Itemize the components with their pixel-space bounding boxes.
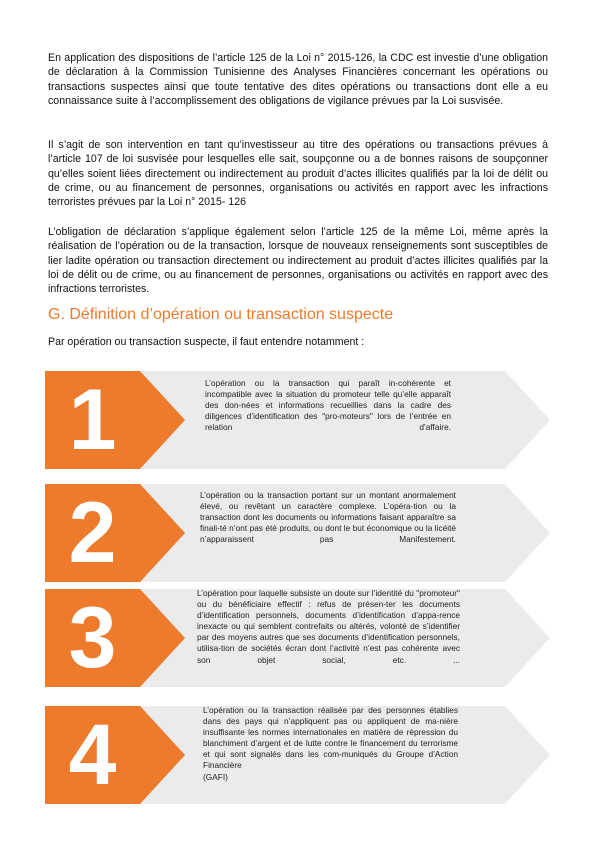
list-item	[45, 371, 550, 469]
list-item	[45, 706, 550, 804]
item-text-body: L’opération ou la transaction réalisée par des personnes établies dans des pays qui n’appliquent pas ou appliquent de ma-nière insuffisante les normes internationales en matière de répression du blanchiment d’argent et de lutte contre le financement du terrorisme et qui sont signalés dans les com-muniqués du Groupe d’Action Financière	[203, 705, 458, 771]
intro-text: Par opération ou transaction suspecte, il faut entendre notamment :	[48, 336, 365, 348]
item-text-tail: (GAFI)	[203, 771, 228, 782]
paragraph-obligation-apres-realisation: L’obligation de déclaration s’applique également selon l’article 125 de la même Loi, même après la réalisation de l’opération ou de la transaction, lorsque de nouveaux renseignements sont susceptibles de lier ladite opération ou transaction directement ou indirectement au produit d’actes illicites qualifiés par la loi de délit ou de crime, ou au financement de personnes, organisations ou activités en rapport avec des infractions terroristes.	[48, 226, 548, 296]
item-number: 3	[68, 590, 117, 686]
section-title: G. Définition d’opération ou transaction suspecte	[48, 306, 394, 323]
item-number: 4	[68, 707, 117, 803]
item-text: L’opération pour laquelle subsiste un doute sur l’identité du "promoteur" ou du bénéficiaire effectif : refus de présen-ter les documents d’identification personnels, documents d’identification d’appa-rence inexacte ou qui semblent contrefaits ou altérés, volonté de s’identifier par des moyens autres que ses documents d’identification personnels, utilisa-tion de sociétés écran dont l’activité n’est pas cohérente avec son objet social, etc. ...	[197, 588, 460, 665]
item-text	[203, 705, 458, 783]
list-item	[45, 484, 550, 582]
item-text: L’opération ou la transaction portant sur un montant anormalement élevé, ou revêtant un caractère complexe. L’opéra-tion ou la transaction dont les documents ou informations faisant apparaître sa finali-té n’ont pas été produits, ou dont le but économique ou la licéité n’apparaissent pas Manifestement.	[200, 490, 456, 545]
item-number: 2	[68, 485, 117, 581]
item-number: 1	[68, 372, 117, 468]
paragraph-obligation-declaration: En application des dispositions de l’article 125 de la Loi n° 2015-126, la CDC est investie d’une obligation de déclaration à la Commission Tunisienne des Analyses Financières concernant les opérations ou transactions suspectes ainsi que toute tentative des dites opérations ou transactions dont elle a eu connaissance suite à l’accomplissement des obligations de vigilance prévues par la Loi susvisée.	[48, 52, 548, 107]
list-item	[45, 589, 550, 687]
paragraph-intervention-investisseur: Il s’agit de son intervention en tant qu’investisseur au titre des opérations ou transactions prévues à l’article 107 de loi susvisée pour lesquelles elle sait, soupçonne ou a de bonnes raisons de soupçonner qu’elles soient liées directement ou indirectement au produit d’actes illicites qualifiés par la loi de délit ou de crime, ou au financement de personnes, organisations ou activités en rapport avec les infractions terroristes prévues par la Loi n° 2015- 126	[48, 139, 548, 209]
item-text: L’opération ou la transaction qui paraît in-cohérente et incompatible avec la situation du promoteur telle qu’elle apparaît des don-nées et informations recueillies dans la cadre des diligences d’identification des "pro-moteurs" lors de l’entrée en relation d’affaire.	[205, 378, 451, 433]
